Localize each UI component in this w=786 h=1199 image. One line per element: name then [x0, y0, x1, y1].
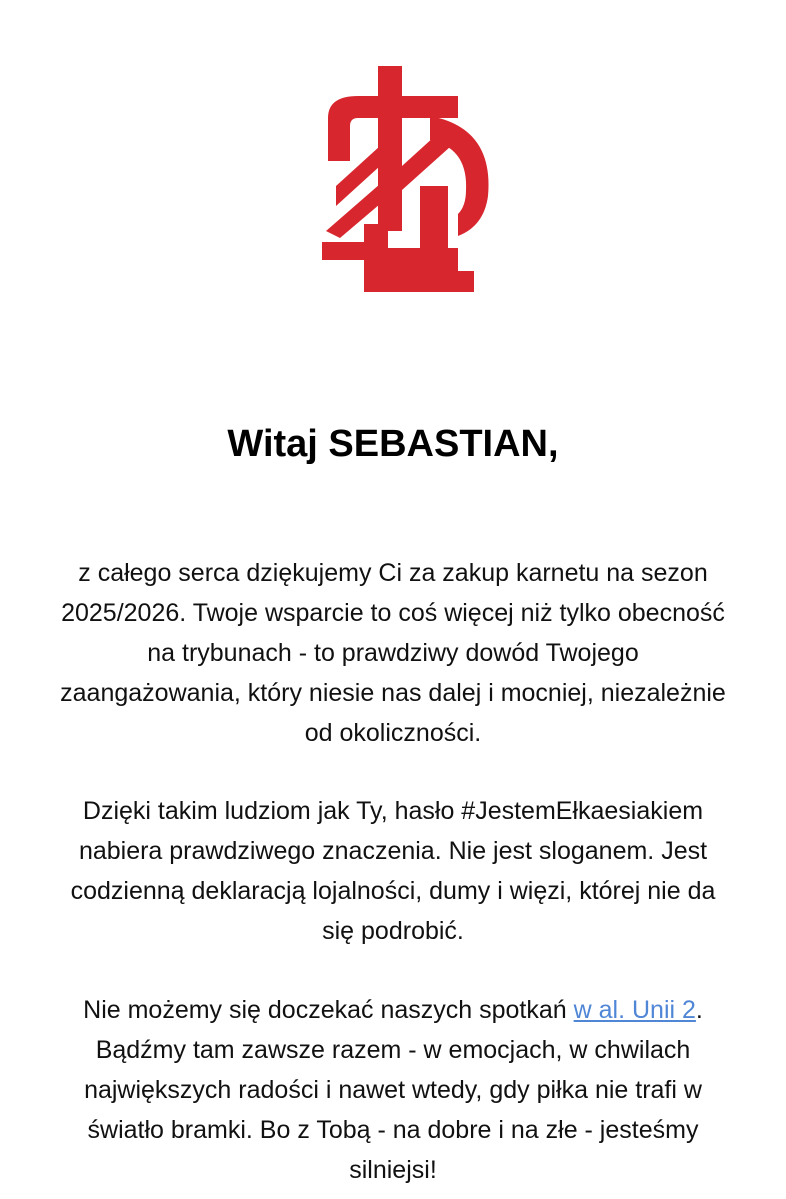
meeting-text-after: . Bądźmy tam zawsze razem - w emocjach, w chwilach największych radości i nawet wtedy, gdy piłka nie trafi w światło bramki. Bo z Tobą - na dobre i na złe - jesteśmy silniejsi! — [84, 996, 703, 1184]
meeting-paragraph — [60, 990, 726, 1190]
slogan-paragraph: Dzięki takim ludziom jak Ty, hasło #JestemEłkaesiakiem nabiera prawdziwego znaczenia. Nie jest sloganem. Jest codzienną deklaracją lojalności, dumy i więzi, której nie da się podrobić. — [70, 797, 716, 945]
lks-crest-icon — [318, 66, 494, 292]
stadium-address-link[interactable]: w al. Unii 2 — [573, 996, 696, 1024]
greeting-heading: Witaj SEBASTIAN, — [227, 423, 559, 465]
meeting-text-before: Nie możemy się doczekać naszych spotkań — [83, 996, 574, 1024]
lks-logo — [318, 66, 494, 292]
thank-you-paragraph: z całego serca dziękujemy Ci za zakup karnetu na sezon 2025/2026. Twoje wsparcie to coś więcej niż tylko obecność na trybunach - to prawdziwy dowód Twojego zaangażowania, który niesie nas dalej i mocniej, niezależnie od okoliczności. — [60, 559, 726, 747]
